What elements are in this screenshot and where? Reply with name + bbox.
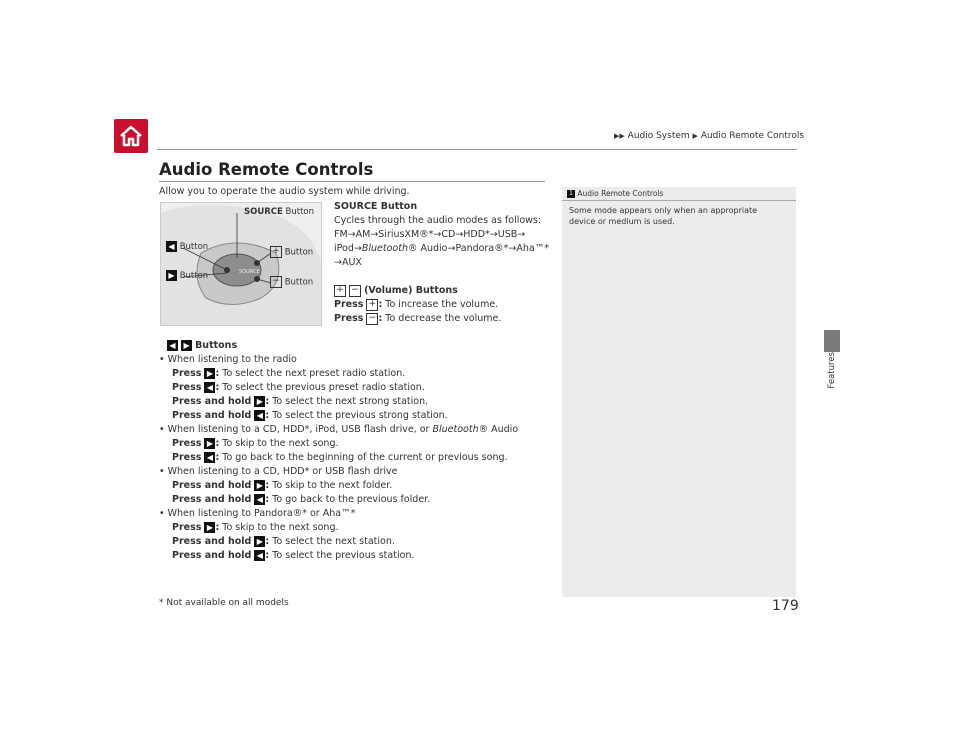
list-lead: Press and hold	[172, 536, 252, 547]
plus-icon: +	[366, 299, 378, 311]
left-button-label: Button	[179, 242, 209, 252]
list-lead: Press	[172, 522, 202, 533]
list-lead: Press	[172, 438, 202, 449]
plus-button-callout	[270, 246, 313, 258]
left-arrow-icon: ◀	[166, 241, 177, 252]
list-item: Press and hold ◀ : To select the previous station.	[172, 550, 415, 561]
left-arrow-icon: ◀	[167, 340, 178, 351]
bullet-folder: • When listening to a CD, HDD* or USB flash drive	[159, 466, 398, 477]
right-button-label: Button	[179, 271, 209, 281]
list-item: Press and hold ▶ : To skip to the next folder.	[172, 480, 393, 491]
source-callout-bold: SOURCE	[244, 207, 283, 217]
bullet-pandora: • When listening to Pandora®* or Aha™*	[159, 508, 356, 519]
breadcrumb-section[interactable]: Audio System	[627, 131, 690, 141]
steering-wheel-figure	[160, 202, 322, 326]
bullet-text: When listening to a CD, HDD*, iPod, USB flash drive, or	[167, 424, 430, 435]
plus-button-label: Button	[284, 247, 314, 258]
title-divider	[159, 181, 545, 182]
left-arrow-icon: ◀	[204, 382, 215, 393]
source-callout-rest: Button	[285, 207, 315, 217]
arrows-section	[159, 339, 518, 563]
volume-minus-desc: To decrease the volume.	[385, 313, 502, 324]
minus-button-callout	[270, 276, 313, 288]
list-text: To select the previous strong station.	[272, 410, 448, 421]
footnote: * Not available on all models	[159, 598, 289, 608]
breadcrumb	[614, 131, 804, 141]
list-item: Press ▶ : To skip to the next song.	[172, 438, 339, 449]
bullet-radio: • When listening to the radio	[159, 354, 297, 365]
list-item: Press and hold ▶ : To select the next strong station.	[172, 396, 429, 407]
plus-icon: +	[270, 246, 282, 258]
source-button-callout	[244, 207, 314, 217]
steering-wheel-illustration	[161, 203, 321, 325]
list-lead: Press and hold	[172, 396, 252, 407]
page-title: Audio Remote Controls	[159, 160, 374, 179]
right-arrow-icon: ▶	[181, 340, 192, 351]
list-lead: Press and hold	[172, 410, 252, 421]
volume-section	[334, 284, 501, 326]
bullet-text: ® Audio	[478, 424, 519, 435]
list-item: Press ◀ : To select the previous preset radio station.	[172, 382, 425, 393]
page-number: 179	[772, 598, 799, 614]
right-arrow-icon: ▶	[254, 480, 265, 491]
list-text: To go back to the beginning of the current or previous song.	[222, 452, 508, 463]
left-arrow-icon: ◀	[204, 452, 215, 463]
right-arrow-icon: ▶	[204, 368, 215, 379]
bullet-text-italic: Bluetooth	[432, 424, 479, 435]
list-text: To skip to the next folder.	[272, 480, 393, 491]
note-marker-icon: 1	[567, 190, 575, 198]
bullet-cd: • When listening to a CD, HDD*, iPod, USB flash drive, or Bluetooth® Audio	[159, 424, 519, 435]
list-text: To select the next station.	[272, 536, 395, 547]
note-title-text: Audio Remote Controls	[577, 189, 664, 198]
source-heading: SOURCE Button	[334, 201, 418, 212]
source-line3-bt: Bluetooth	[361, 243, 408, 254]
arrows-heading: Buttons	[195, 340, 238, 351]
list-lead: Press and hold	[172, 480, 252, 491]
list-lead: Press and hold	[172, 550, 252, 561]
list-lead: Press	[172, 452, 202, 463]
home-button[interactable]	[114, 119, 148, 153]
source-line3-post: ® Audio→Pandora®*→Aha™*	[407, 243, 549, 254]
right-arrow-icon: ▶	[204, 438, 215, 449]
list-text: To select the next strong station.	[272, 396, 429, 407]
list-item: Press ▶ : To skip to the next song.	[172, 522, 339, 533]
volume-plus-desc: To increase the volume.	[385, 299, 499, 310]
volume-heading-row	[334, 284, 501, 298]
list-text: To skip to the next song.	[222, 438, 339, 449]
arrows-heading-row	[159, 339, 518, 353]
list-item: Press and hold ◀ : To select the previous strong station.	[172, 410, 448, 421]
press-label: Press	[334, 299, 364, 310]
breadcrumb-arrow-icon: ▶	[692, 132, 698, 140]
intro-text: Allow you to operate the audio system while driving.	[159, 186, 410, 197]
side-note-divider	[562, 200, 796, 201]
section-tab[interactable]	[824, 330, 840, 352]
press-label: Press	[334, 313, 364, 324]
list-text: To select the previous preset radio station.	[222, 382, 425, 393]
source-line3-pre: iPod→	[334, 243, 362, 254]
source-line1: Cycles through the audio modes as follows:	[334, 215, 542, 226]
left-arrow-icon: ◀	[254, 410, 265, 421]
source-line3	[334, 242, 549, 256]
breadcrumb-arrow-icon: ▶▶	[614, 132, 625, 140]
list-lead: Press	[172, 368, 202, 379]
header-divider	[157, 149, 797, 150]
list-lead: Press and hold	[172, 494, 252, 505]
plus-icon: +	[334, 285, 346, 297]
volume-plus-row: Press + : To increase the volume.	[334, 298, 499, 310]
minus-icon: −	[349, 285, 361, 297]
left-button-callout	[166, 241, 208, 252]
list-lead: Press	[172, 382, 202, 393]
list-item: Press ▶ : To select the next preset radio station.	[172, 368, 406, 379]
side-note-panel	[562, 187, 796, 597]
list-item: Press ◀ : To go back to the beginning of the current or previous song.	[172, 452, 508, 463]
home-icon	[118, 123, 144, 149]
right-button-callout	[166, 270, 208, 281]
volume-heading: (Volume) Buttons	[364, 285, 458, 296]
list-text: To go back to the previous folder.	[272, 494, 431, 505]
right-arrow-icon: ▶	[254, 536, 265, 547]
list-item: Press and hold ◀ : To go back to the previous folder.	[172, 494, 431, 505]
breadcrumb-page[interactable]: Audio Remote Controls	[700, 131, 805, 141]
bullet-text: When listening to a CD, HDD* or USB flash drive	[167, 466, 398, 477]
bullet-text: When listening to the radio	[167, 354, 297, 365]
side-note-title	[567, 189, 663, 198]
side-note-body: Some mode appears only when an appropriate device or medium is used.	[569, 206, 758, 226]
minus-icon: −	[270, 276, 282, 288]
left-arrow-icon: ◀	[254, 550, 265, 561]
minus-button-label: Button	[284, 277, 314, 288]
list-text: To select the next preset radio station.	[222, 368, 406, 379]
list-item: Press and hold ▶ : To select the next station.	[172, 536, 395, 547]
list-text: To select the previous station.	[272, 550, 415, 561]
bullet-text: When listening to Pandora®* or Aha™*	[167, 508, 356, 519]
minus-icon: −	[366, 313, 378, 325]
volume-minus-row: Press − : To decrease the volume.	[334, 312, 502, 324]
right-arrow-icon: ▶	[204, 522, 215, 533]
left-arrow-icon: ◀	[254, 494, 265, 505]
list-text: To skip to the next song.	[222, 522, 339, 533]
source-line2: FM→AM→SiriusXM®*→CD→HDD*→USB→	[334, 229, 526, 240]
right-arrow-icon: ▶	[254, 396, 265, 407]
svg-text:SOURCE: SOURCE	[239, 269, 260, 275]
section-tab-label: Features	[827, 352, 837, 389]
right-arrow-icon: ▶	[166, 270, 177, 281]
source-line4: →AUX	[334, 257, 362, 268]
source-section	[334, 200, 549, 270]
